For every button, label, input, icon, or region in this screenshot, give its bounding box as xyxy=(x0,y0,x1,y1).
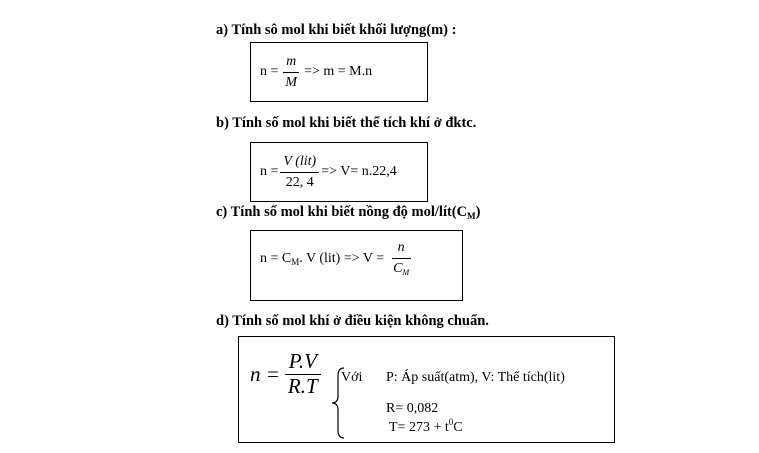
fraction-d-denominator: R.T xyxy=(287,373,318,398)
formula-d xyxy=(250,346,326,402)
fraction-c-den-subscript: M xyxy=(402,267,410,277)
fraction-b xyxy=(280,154,319,190)
formula-c-lhs-subscript: M xyxy=(291,257,300,267)
formula-a xyxy=(260,50,372,94)
formula-c-lhs-pre: n = C xyxy=(260,251,292,266)
heading-c-end: ) xyxy=(475,204,481,220)
heading-b: b) Tính số mol khi biết thể tích khí ở đktc. xyxy=(216,115,477,131)
heading-c xyxy=(216,204,480,221)
formula-b xyxy=(260,148,397,196)
formula-c-lhs-post: . V (lit) => V = xyxy=(299,251,385,266)
formula-a-lhs: n = xyxy=(260,64,279,79)
condition-line-3-superscript: 0 xyxy=(448,417,454,427)
formula-c xyxy=(260,238,416,280)
condition-line-1: P: Áp suất(atm), V: Thể tích(lit) xyxy=(386,370,565,385)
fraction-c-numerator: n xyxy=(392,240,411,258)
fraction-c-denominator xyxy=(390,259,412,278)
with-label: Với xyxy=(341,370,363,385)
heading-c-subscript: M xyxy=(467,211,476,221)
condition-line-3-post: C xyxy=(453,420,463,435)
condition-line-2: R= 0,082 xyxy=(386,401,439,416)
heading-d: d) Tính số mol khí ở điều kiện không chuẩn. xyxy=(216,313,489,329)
formula-b-rhs: => V= n.22,4 xyxy=(321,164,397,179)
heading-a: a) Tính sô mol khi biết khối lượng(m) : xyxy=(216,22,457,38)
condition-line-3-pre: T= 273 + t xyxy=(389,420,449,435)
formula-b-lhs: n = xyxy=(260,164,279,179)
fraction-d-numerator: P.V xyxy=(285,350,321,374)
fraction-a-numerator: m xyxy=(283,54,299,72)
fraction-a xyxy=(282,54,300,90)
condition-line-3 xyxy=(389,417,463,436)
formula-a-rhs: => m = M.n xyxy=(304,64,373,79)
formula-d-lhs: n = xyxy=(250,361,280,386)
fraction-c-den-main: C xyxy=(393,260,403,276)
fraction-d xyxy=(284,350,322,397)
fraction-a-denominator: M xyxy=(285,74,298,90)
formula-c-lhs xyxy=(260,251,384,267)
fraction-b-numerator: V (lit) xyxy=(280,154,319,172)
fraction-c xyxy=(390,240,412,277)
heading-c-text: c) Tính số mol khi biết nồng độ mol/lít(C xyxy=(216,204,468,220)
fraction-b-denominator: 22, 4 xyxy=(285,174,314,190)
